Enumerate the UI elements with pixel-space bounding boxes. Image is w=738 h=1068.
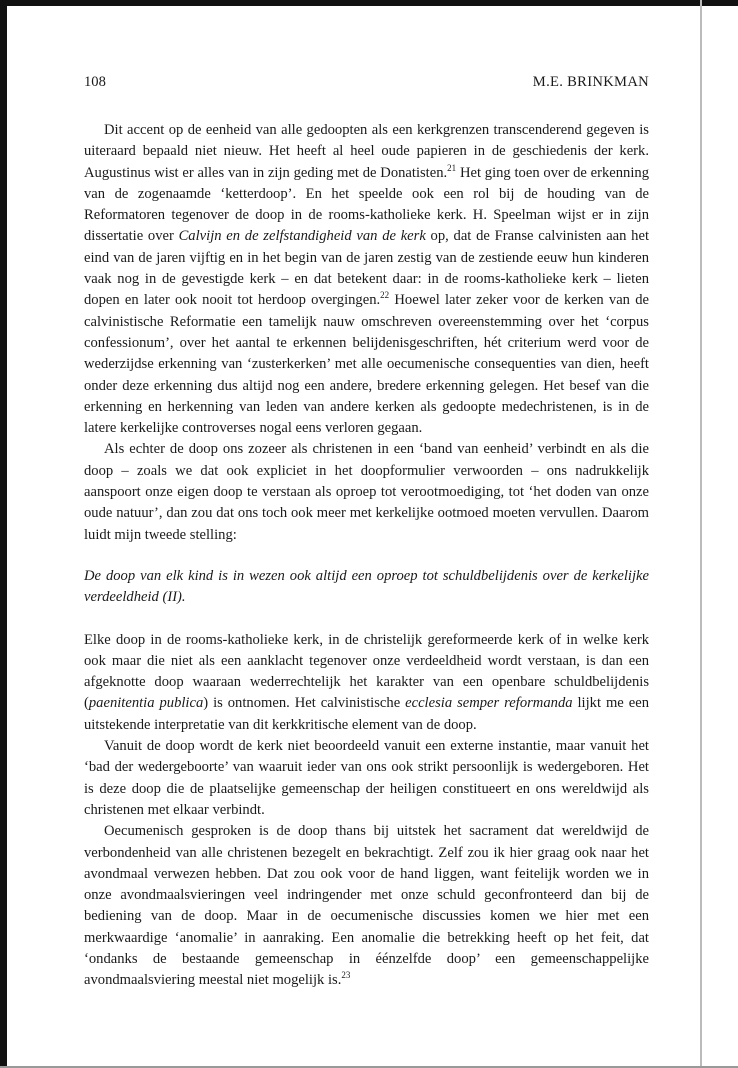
latin-term-1: paenitentia publica [88,695,204,712]
footnote-ref-22: 22 [380,290,390,301]
page-header [84,72,649,94]
scan-border-right [700,0,702,1068]
paragraph-1: Dit accent op de eenheid van alle gedoopten als een kerkgrenzen transcenderend gegeven is uiteraard bepaald niet nieuw. Het heeft al heel oude papieren in de geschiedenis der kerk. Augustinus wist er alles van in zijn geding met de Donatisten.$^{21}$ Het ging toen over de erkenning van de zogenaamde ‘ketterdoop’. En het speelde ook een rol bij de houding van de Reformatoren tegenover de doop in de rooms-katholieke kerk. H. Speelman wijst er in zijn dissertatie over Calvijn en de zelfstandigheid van de kerk op, dat de Franse calvinisten aan het eind van de jaren vijftig en in het begin van de jaren zestig van de zestiende eeuw hun kinderen vaak nog in de gevestigde kerk – en dat betekent daar: in de rooms-katholieke kerk – lieten dopen en later ook nooit tot herdoop overgingen.$^{22}$ Hoewel later zeker voor de kerken van de calvinistische Reformatie een tamelijk nauw omschreven overeenstemming over het ‘corpus confessionum’, over het aantal te erkennen belijdenisgeschriften, hét criterium werd voor de wederzijdse erkenning van ‘zusterkerken’ met alle oecumenische consequenties van dien, heeft onder deze erkenning dus altijd nog een andere, bredere erkenning gelegen. Het besef van die erkenning en herkenning van leden van andere kerken als gedoopte medechristenen, is in de latere kerkelijke controverses nogal eens verloren gegaan. [84,122,650,437]
scan-border-top [0,0,738,6]
paragraph-5: Oecumenisch gesproken is de doop thans bij uitstek het sacrament dat wereldwijd de verbondenheid van alle christenen bezegelt en bekrachtigt. Zelf zou ik hier graag ook naar het avondmaal verwezen hebben. Dat zou ook voor de hand liggen, want feitelijk worden we in onze avondmaalsvieringen veel indringender met onze schuld geconfronteerd dan bij de bediening van de doop. Maar in de oecumenische discussies komen we hier met een merkwaardige ‘anomalie’ in aanraking. Een anomalie die betrekking heeft op het feit, dat ‘ondanks de bestaande gemeenschap in éénzelfde doop’ een gemeenschappelijke avondmaalsviering meestal niet mogelijk is.$^{23}$ [84,823,649,989]
page-body [84,72,649,992]
footnote-ref-21: 21 [447,162,457,173]
scan-border-left [0,0,7,1068]
paragraph-4: Vanuit de doop wordt de kerk niet beoordeeld vanuit een externe instantie, maar vanuit het ‘bad der wedergeboorte’ van waaruit ieder van ons ook strikt persoonlijk is wedergeboren. Het is deze doop die de plaatselijke gemeenschap der heiligen constitueert en ons wereldwijd als christenen met elkaar verbindt. [84,738,649,818]
paragraph-3: Elke doop in de rooms-katholieke kerk, in de christelijk gereformeerde kerk of in welke kerk ook maar die niet als een aanklacht tegenover onze verdeeldheid wordt verstaan, is dan een afgeknotte doop waaraan wederrechtelijk het karakter van een openbare schuldbelijdenis (paenitentia publica) is ontnomen. Het calvinistische ecclesia semper reformanda lijkt me een uitstekende interpretatie van dit kerkkritische element van de doop. [84,631,649,733]
page-number: 108 [84,74,106,90]
paragraph-2: Als echter de doop ons zozeer als christenen in een ‘band van eenheid’ verbindt en als die doop – zoals we dat ook expliciet in het doopformulier verwoorden – ons nadrukkelijk aanspoort onze eigen doop te verstaan als oproep tot verootmoediging, tot ‘het doden van onze oude natuur’, dan zou dat ons toch ook meer met kerkelijke ootmoed moeten vervullen. Daarom luidt mijn tweede stelling: [84,441,649,543]
thesis-statement: De doop van elk kind is in wezen ook altijd een oproep tot schuldbelijdenis over de kerkelijke verdeeldheid (II). [84,567,649,606]
latin-term-2: ecclesia semper reformanda [405,695,573,712]
running-head: M.E. BRINKMAN [532,74,649,90]
footnote-ref-23: 23 [341,970,351,981]
book-title: Calvijn en de zelfstandigheid van de kerk [178,228,426,245]
